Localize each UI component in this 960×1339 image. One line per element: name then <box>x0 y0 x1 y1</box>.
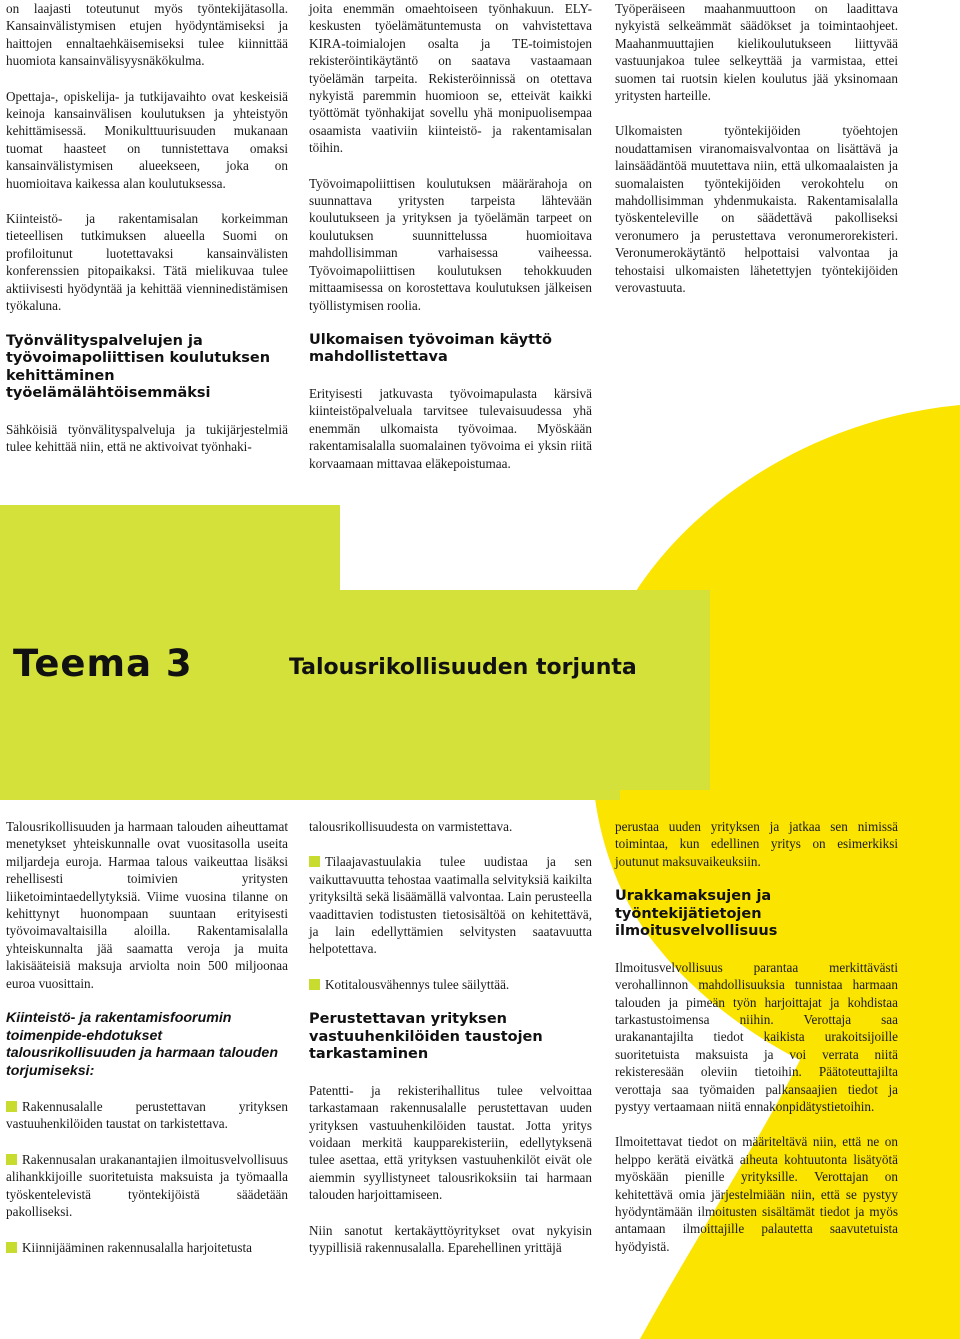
paragraph: Patentti- ja rekisterihallitus tulee velvoittaa tarkastamaan rakennusalalle perustettavan uuden yrityksen vastuuhenkilöiden taustat. Jotta yritys voidaan merkitä kaupparekisteriin, edellytyksenä tulee asettaa, että yrityksen vastuuhenkilöt eivät ole aiemmin syyllistyneet talousrikoksiin tai harmaan talouden harjoittamiseen. <box>309 1082 592 1203</box>
paragraph: Sähköisiä työnvälityspalveluja ja tukijärjestelmiä tulee kehittää niin, että ne aktivoivat työnhaki- <box>6 421 288 454</box>
theme-label: Teema 3 <box>13 642 193 685</box>
paragraph: Kiinteistö- ja rakentamisalan korkeimman tieteellisen tutkimuksen alueella Suomi on profiloitunut luotettavaksi kansainvälisten konferenssien pitopaikaksi. Tätä mielikuvaa tulee aktiivisesti hyödyntää ja kehittää vienninedistämisen työkaluna. <box>6 211 288 314</box>
section-heading: Urakkamaksujen ja työntekijätietojen ilmoitusvelvollisuus <box>615 888 778 940</box>
paragraph: Työperäiseen maahanmuuttoon on laadittava nykyistä selkeämmät säädökset ja toimintaohjeet. Maahanmuuttajien kielikoulutukseen liittyvää vastuunjakoa tulee selkeyttää ja varmistaa, ettei suomen tai ruotsin kielen koulutus jää yksinomaan yritysten harteille. <box>615 1 898 104</box>
bullet-item <box>6 1151 288 1221</box>
paragraph: joita enemmän omaehtoiseen työnhakuun. ELY-keskusten työelämätuntemusta on vahvistettava KIRA-toimialojen osalta ja TE-toimistojen rekisteröintikäytäntö on saatava vastaamaan työelämän tarpeita. Rekisteröinnissä on otettava nykyistä paremmin huomioon se, etteivät kaikki työttömät työnhakijat sovellu yhä monipuolisempaa osaamista vaativiin kiinteistö- ja rakentamisalan töihin. <box>309 1 592 156</box>
paragraph: Erityisesti jatkuvasta työvoimapulasta kärsivä kiinteistöpalveluala tarvitsee tulevaisuudessa yhä enemmän ulkomaista työvoimaa. Myöskään rakentamisalalla suomalainen työvoima ei yksin riitä korvaamaan mittavaa eläkepoistumaa. <box>309 385 592 471</box>
bullet-item <box>309 853 592 957</box>
paragraph: perustaa uuden yrityksen ja jatkaa sen nimissä toimintaa, kun edellinen yritys on esimerkiksi joutunut maksuvaikeuksiin. <box>615 819 898 869</box>
paragraph: on laajasti toteutunut myös työntekijätasolla. Kansainvälistymisen etujen hyödyntämiseksi ja haittojen ennaltaehkäisemiseksi tulee kiinnittää huomiota kansainvälisyysnäkökulma. <box>6 1 288 69</box>
top-column-2 <box>309 0 592 490</box>
paragraph: Opettaja-, opiskelija- ja tutkijavaihto ovat keskeisiä keinoja kansainvälisen koulutuksen ja yhteistyön kehittämisessä. Monikulttuurisuuden mukanaan tuomat haasteet on tunnistettava omaksi kansainvälistymisen alueekseen, joka on huomioitava kaikessa alan koulutuksessa. <box>6 88 288 191</box>
bullet-square-icon <box>6 1154 17 1165</box>
section-heading: Työnvälityspalvelujen ja työvoimapoliittisen koulutuksen kehittäminen työelämälähtöisemmäksi <box>6 332 271 401</box>
bullet-text: Rakennusalalle perustettavan yrityksen vastuuhenkilöiden taustat on tarkistettava. <box>6 1099 288 1132</box>
top-column-1 <box>6 0 288 473</box>
bullet-text: Tilaajavastuulakia tulee uudistaa ja sen vaikuttavuutta tehostaa vaatimalla selvityksiä kaikilta yrityksiltä sekä lisäämällä valvontaa. Lain perusteella vaadittavien todistusten tietosisältöä on kehitettävä, ja lain edellyttämien selvitysten saatavuutta helpotettava. <box>309 854 592 957</box>
paragraph: Työvoimapoliittisen koulutuksen määrärahoja on suunnattava yritysten tarpeista lähtevään koulutukseen ja yrityksen ja työelämän tarpeet on koulutuksen suunnittelussa huomioitava mahdollisimman varhaisessa vaiheessa. Työvoimapoliittisen koulutuksen tehokkuuden mittaamisessa on korostettava koulutuksen jälkeisen työllistymisen roolia. <box>309 175 592 313</box>
bottom-column-1 <box>6 818 288 1274</box>
section-heading: Ulkomaisen työvoiman käyttö mahdollistettava <box>309 331 552 366</box>
bullet-square-icon <box>6 1101 17 1112</box>
green-accent-block-lower <box>0 775 620 800</box>
bullet-text: Kotitalousvähennys tulee säilyttää. <box>325 976 510 992</box>
bullet-item <box>6 1239 288 1256</box>
bullet-item <box>309 976 592 993</box>
top-column-3 <box>615 0 898 315</box>
bullet-item <box>6 1098 288 1133</box>
green-accent-block-right <box>250 590 710 790</box>
bullet-square-icon <box>309 856 320 867</box>
paragraph: Niin sanotut kertakäyttöyritykset ovat nykyisin tyypillisiä rakennusalalla. Eparehellinen yrittäjä <box>309 1222 592 1255</box>
paragraph: Ilmoitusvelvollisuus parantaa merkittävästi verohallinnon mahdollisuuksia tunnistaa harmaan talouden ja pimeän työn harjoittajat ja kohdistaa tarkastustoimensa niihin. Verottaja saa urakanantajilta tiedot kaikista urakoitsijoille suoritetuista maksuista ja voi verrata niitä rekisteresään oleviin tietoihin. Päätoteuttajilta verottaja saa työmaiden palkansaajien tiedot ja pystyy vertaamaan niitä ennakonpidätystietoihin. <box>615 959 898 1114</box>
bullet-square-icon <box>6 1242 17 1253</box>
italic-heading: Kiinteistö- ja rakentamisfoorumin toimenpide-ehdotukset talousrikollisuuden ja harmaan talouden torjumiseksi: <box>6 1010 278 1079</box>
bullet-text: Kiinnijääminen rakennusalalla harjoitetusta <box>22 1239 252 1255</box>
paragraph: Ulkomaisten työntekijöiden työehtojen noudattamisen viranomaisvalvontaa on lisättävä ja lainsäädäntöä muutettava niin, että ulkomaalaisten ja suomalaisten työntekijöiden verokohtelu on mahdollisimman yhdenmukaista. Rakentamisalalla työskenteleville on säädettävä pakolliseksi veronumero ja perustettava veronumerorekisteri. Veronumerokäytäntö helpottaisi valvontaa ja tehostaisi ulkomaisten lähetettyjen työntekijöiden verovastuuta. <box>615 123 898 296</box>
section-heading: Perustettavan yrityksen vastuuhenkilöiden taustojen tarkastaminen <box>309 1011 543 1063</box>
paragraph: Ilmoitettavat tiedot on määriteltävä niin, että ne on helppo kerätä eivätkä aiheuta kohtuutonta lisätyötä myöskään pienille yrityksille. Verottajan on kehitettävä omia järjestelmiään niin, että se pystyy hyödyntämään ilmoitusten sisältämät tiedot ja myös antamaan ilmoittajille palautetta saavutetuista hyödyistä. <box>615 1134 898 1254</box>
paragraph: Talousrikollisuuden ja harmaan talouden aiheuttamat menetykset yhteiskunnalle ovat vuositasolla useita miljardeja euroja. Harmaa talous vaikeuttaa lisäksi rehellisesti toimivien yritysten liiketoimintaedellytyksiä. Viime vuosina tilanne on kehittynyt huonompaan suuntaan erityisesti työvoimavaltaisilla aloilla. Rakentamisalalla yhteiskunnalta jää saamatta veroja ja muita lakisääteisiä maksuja arviolta noin 500 miljoonaa euroa vuosittain. <box>6 819 288 991</box>
theme-title: Talousrikollisuuden torjunta <box>289 655 637 680</box>
paragraph: talousrikollisuudesta on varmistettava. <box>309 819 513 834</box>
bottom-column-2 <box>309 818 592 1274</box>
bottom-column-3 <box>615 818 898 1273</box>
bullet-square-icon <box>309 979 320 990</box>
bullet-text: Rakennusalan urakanantajien ilmoitusvelvollisuus alihankkijoille suoritetuista maksuista ja työmaalla työskentelevistä työntekijöistä säädetään pakolliseksi. <box>6 1151 288 1220</box>
